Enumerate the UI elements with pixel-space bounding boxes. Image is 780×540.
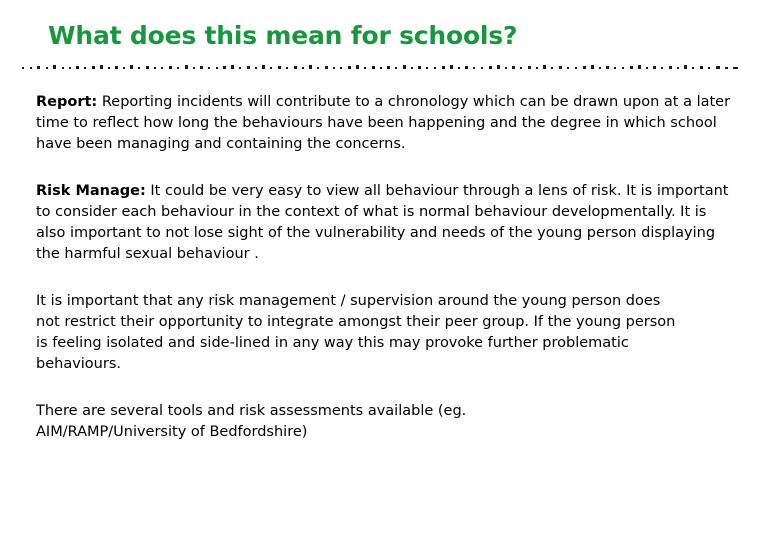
paragraph-risk-manage (36, 181, 736, 265)
paragraph-supervision-body: It is important that any risk management / supervision around the young person does not restrict their opportunity to integrate amongst their peer group. If the young person is feeling isolated and side-lined in any way this may provoke further problematic behaviours. (36, 293, 676, 372)
paragraph-risk-manage-body: It could be very easy to view all behaviour through a lens of risk. It is important to consider each behaviour in the context of what is normal behaviour developmentally. It is also important to not lose sight of the vulnerability and needs of the young person displaying the harmful sexual behaviour . (36, 183, 729, 262)
paragraph-report-body: Reporting incidents will contribute to a chronology which can be drawn upon at a later time to reflect how long the behaviours have been happening and the degree in which school have been managing and containing the concerns. (36, 94, 731, 152)
paragraph-report (36, 92, 742, 155)
paragraph-risk-manage-lead: Risk Manage: (36, 183, 146, 199)
paragraph-report-lead: Report: (36, 94, 98, 110)
paragraph-tools-body: There are several tools and risk assessments available (eg. AIM/RAMP/University of Bedfordshire) (36, 403, 467, 440)
page-title: What does this mean for schools? (48, 21, 518, 50)
slide-body (36, 92, 748, 443)
paragraph-tools (36, 401, 596, 443)
dotted-divider (22, 63, 742, 73)
paragraph-supervision (36, 291, 686, 375)
